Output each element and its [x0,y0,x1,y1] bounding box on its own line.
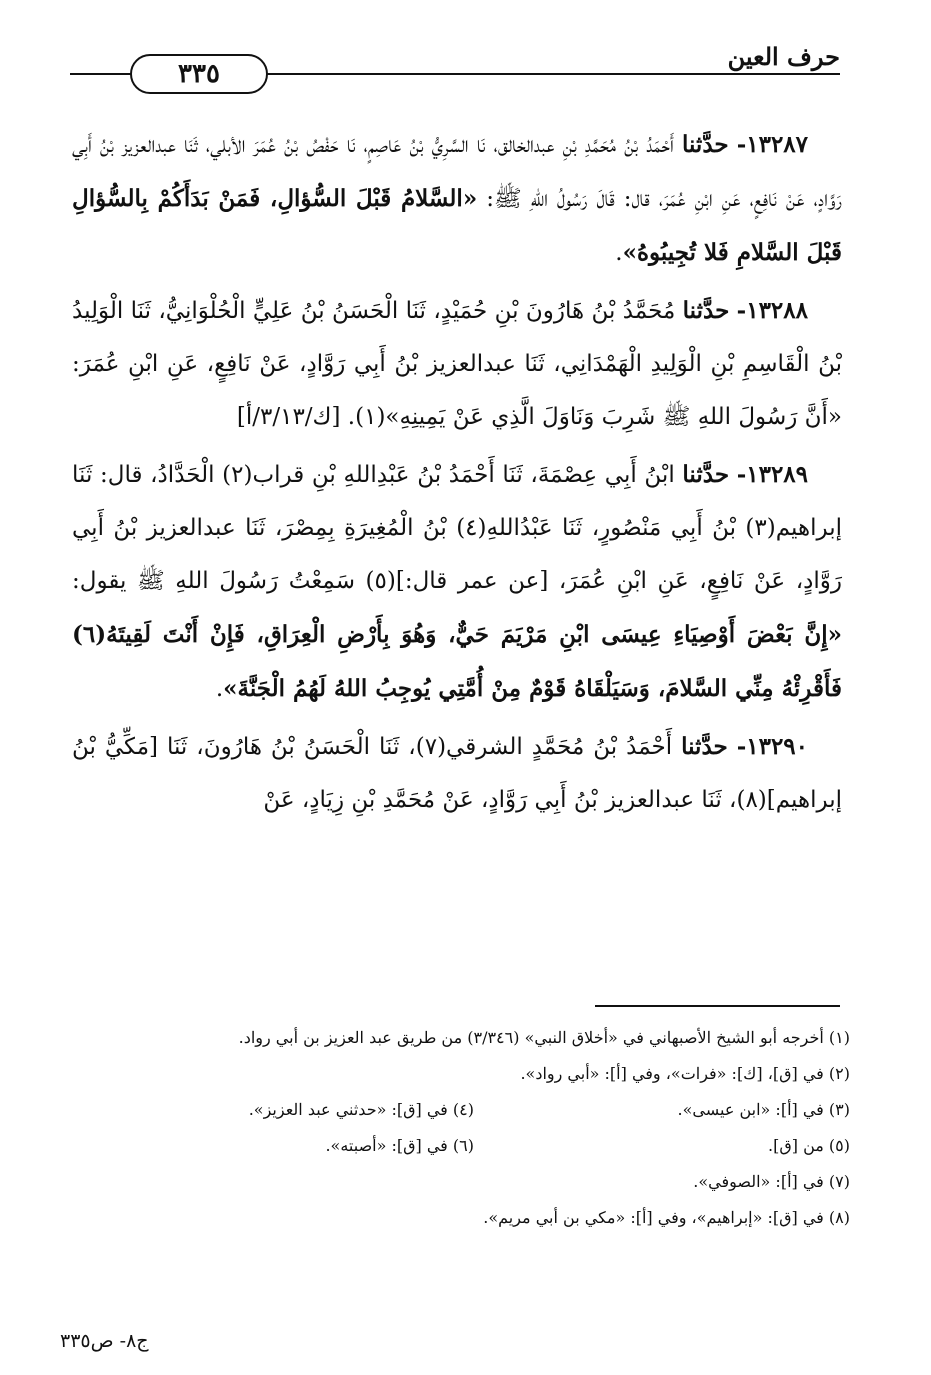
footnote-2: (٢) في [ق]، [ك]: «فرات»، وفي [أ]: «أبي رواد». [520,1064,850,1083]
hadith-13289 [72,448,842,716]
footnote-5: (٥) من [ق]. [768,1136,850,1155]
footnote-3: (٣) في [أ]: «ابن عيسى». [677,1100,850,1119]
page-number-badge: ٣٣٥ [130,54,268,94]
main-text [72,118,842,831]
page-header [70,40,840,96]
hadith-end: . [615,240,623,266]
hadith-quote: «إِنَّ بَعْضَ أَوْصِيَاءِ عِيسَى ابْنِ مَرْيَمَ حَيٌّ، وَهُوَ بِأَرْضِ الْعِرَاقِ، فَإِنْ أَنْتَ لَقِيتَهُ(٦) فَأَقْرِئْهُ مِنِّي السَّلامَ، وَسَيَلْقَاهُ قَوْمٌ مِنْ أُمَّتِي يُوجِبُ اللهُ لَهُمُ الْجَنَّةَ» [72,621,842,702]
hadith-text: أَحْمَدُ بْنُ مُحَمَّدٍ الشرقي(٧)، ثَنَا الْحَسَنُ بْنُ هَارُونَ، ثَنَا [مَكِّيُّ بْنُ إبراهيم](٨)، ثَنَا عبدالعزيز بْنُ أَبِي رَوَّادٍ، عَنْ مُحَمَّدِ بْنِ زِيَادٍ، عَنْ [72,734,842,813]
hadith-text: أَحْمَدُ بْنُ مُحَمَّدِ بْنِ عبدالخالق، نَا السَّرِيُّ بْنُ عَاصِمٍ، نَا حَفْصُ بْنُ عُمَرَ الأبلي، ثَنَا عبدالعزيز بْنُ أَبِي رَوَّادٍ، عَنْ نَافِعٍ، عَنِ ابْنِ عُمَرَ، قال: قَالَ رَسُولُ اللهِ ﷺ: [72,132,842,212]
hadith-number: ١٣٢٨٨- [736,297,808,324]
footnotes [60,1020,850,1236]
hadith-text: مُحَمَّدُ بْنُ هَارُونَ بْنِ حُمَيْدٍ، ثَنَا الْحَسَنُ بْنُ عَلِيٍّ الْحُلْوَانِيُّ، ثَنَا الْوَلِيدُ بْنُ الْقَاسِمِ بْنِ الْوَلِيدِ الْهَمْدَانِي، ثَنَا عبدالعزيز بْنُ أَبِي رَوَّادٍ، عَنْ نَافِعٍ، عَنِ ابْنِ عُمَرَ: «أَنَّ رَسُولَ اللهِ ﷺ شَرِبَ وَنَاوَلَ الَّذِي عَنْ يَمِينِهِ»(١). [ك/٣/١٣/أ] [72,298,842,430]
hadith-13290 [72,720,842,827]
footnote-1: (١) أخرجه أبو الشيخ الأصبهاني في «أخلاق النبي» (٣/٣٤٦) من طريق عبد العزيز بن أبي رواد. [238,1028,850,1047]
footnote-divider [595,1005,840,1007]
hadith-13287 [72,118,842,280]
volume-page-reference: ج٨- ص٣٣٥ [60,1330,149,1352]
hadith-end: . [215,676,224,702]
footnote-4: (٤) في [ق]: «حدثني عبد العزيز». [248,1100,474,1119]
hadith-quote: «السَّلامُ قَبْلَ السُّؤالِ، فَمَنْ بَدَأَكُمْ بِالسُّؤالِ قَبْلَ السَّلامِ فَلا تُجِيبُوهُ» [72,185,842,266]
hadith-number: ١٣٢٩٠- [736,733,809,760]
chapter-title: حرف العين [722,42,840,71]
hadith-keyword: حدَّثنا [681,131,729,158]
hadith-13288 [72,284,842,444]
hadith-number: ١٣٢٨٧- [736,131,809,158]
hadith-keyword: حدَّثنا [681,733,728,760]
footnote-8: (٨) في [ق]: «إبراهيم»، وفي [أ]: «مكي بن أبي مريم». [483,1208,850,1227]
hadith-keyword: حدَّثنا [682,461,730,488]
footnote-6: (٦) في [ق]: «أصبته». [325,1136,474,1155]
footnote-7: (٧) في [أ]: «الصوفي». [693,1172,850,1191]
hadith-text: ابْنُ أَبِي عِصْمَةَ، ثَنَا أَحْمَدُ بْنُ عَبْدِاللهِ بْنِ قراب(٢) الْحَدَّادُ، قال: ثَنَا إبراهيم(٣) بْنُ أَبِي مَنْصُورٍ، ثَنَا عَبْدُاللهِ(٤) بْنُ الْمُغِيرَةِ بِمِصْرَ، ثَنَا عبدالعزيز بْنُ أَبِي رَوَّادٍ، عَنْ نَافِعٍ، عَنِ ابْنِ عُمَرَ، [عن عمر قال:](٥) سَمِعْتُ رَسُولَ اللهِ ﷺ يقول: [72,462,843,594]
hadith-keyword: حدَّثنا [682,297,730,324]
hadith-number: ١٣٢٨٩- [736,461,809,488]
